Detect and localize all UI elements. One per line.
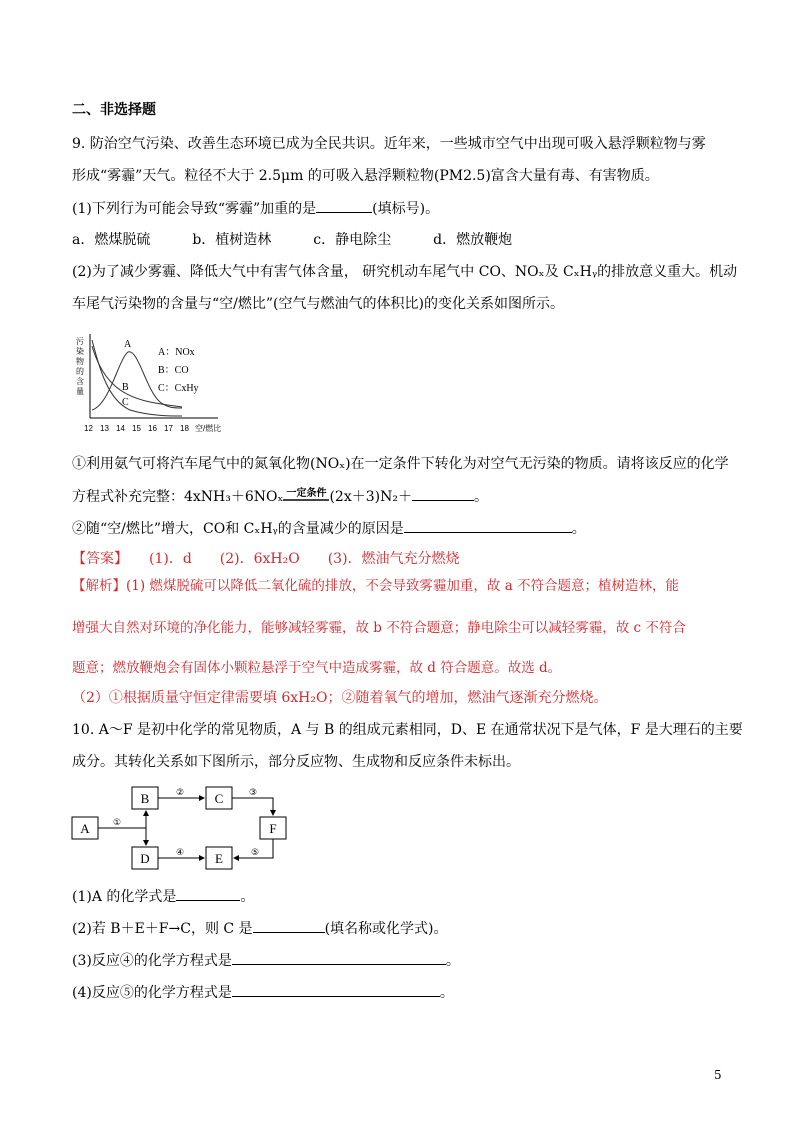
- page-number: 5: [714, 1068, 722, 1082]
- q9-analysis-line2: 增强大自然对环境的净化能力，能够减轻雾霾，故 b 不符合题意；静电除尘可以减轻雾霾，故 c 不符合: [72, 620, 686, 636]
- x-tick-15: 15: [132, 424, 141, 433]
- q10-part2-text: (2)若 B＋E＋F→C，则 C 是: [72, 921, 253, 937]
- q9-part1-blank: [316, 198, 372, 213]
- q10-part1: [72, 886, 254, 907]
- q9-analysis-line4: （2）①根据质量守恒定律需要填 6xH₂O；②随着氧气的增加，燃油气逐渐充分燃烧。: [72, 690, 608, 706]
- x-axis-unit: 空/燃比: [195, 424, 222, 433]
- q9-sub1-line2: [72, 486, 488, 507]
- q10-part1-text: (1)A 的化学式是: [72, 889, 177, 905]
- q10-part3: [72, 950, 460, 971]
- q10-part4: [72, 982, 454, 1003]
- q9-analysis-line3: 题意；燃放鞭炮会有固体小颗粒悬浮于空气中造成雾霾，故 d 符合题意。故选 d。: [72, 660, 562, 676]
- section-title: 二、非选择题: [72, 102, 156, 118]
- q9-stem-line2: 形成“雾霾”天气。粒径不大于 2.5μm 的可吸入悬浮颗粒物(PM2.5)富含大量有毒、有害物质。: [72, 168, 659, 184]
- x-tick-12: 12: [84, 424, 93, 433]
- chart-ylabel-1: 染: [76, 347, 84, 356]
- x-tick-14: 14: [116, 424, 125, 433]
- arrow-label-5: ⑤: [250, 848, 260, 858]
- arrow-3: [232, 798, 273, 815]
- q10-part1-blank: [176, 886, 240, 901]
- q10-part3-end: 。: [445, 953, 460, 969]
- x-tick-13: 13: [100, 424, 109, 433]
- box-label-a: A: [80, 821, 90, 836]
- q10-part3-blank: [232, 950, 446, 965]
- q10-part2: [72, 918, 448, 939]
- q9-analysis-line1: 【解析】(1) 燃煤脱硫可以降低二氧化硫的排放，不会导致雾霾加重，故 a 不符合题意；植树造林，能: [72, 578, 680, 594]
- x-tick-16: 16: [148, 424, 157, 433]
- q10-part4-end: 。: [439, 985, 454, 1001]
- q9-sub2-text: ②随“空/燃比”增大，CO和 CₓHᵧ的含量减少的原因是: [72, 521, 404, 537]
- q10-part4-blank: [232, 982, 440, 997]
- box-label-b: B: [140, 791, 150, 806]
- curve-label-b: B: [122, 382, 129, 393]
- q10-part2-end: (填名称或化学式)。: [324, 921, 448, 937]
- chart-ylabel-4: 含: [76, 377, 84, 386]
- arrow-label-4: ④: [175, 848, 185, 858]
- chart-ylabel-5: 量: [76, 387, 84, 396]
- q9-sub1-prefix: 方程式补充完整：4xNH₃＋6NOₓ: [72, 489, 284, 505]
- q9-sub2-blank: [404, 518, 572, 533]
- q9-part1-text: (1)下列行为可能会导致“雾霾”加重的是: [72, 201, 317, 217]
- reaction-condition: 一定条件: [283, 488, 329, 501]
- x-tick-18: 18: [180, 424, 189, 433]
- curve-label-c: C: [122, 397, 129, 408]
- q9-sub1-blank: [412, 486, 474, 501]
- q10-part2-blank: [253, 918, 325, 933]
- q10-part1-end: 。: [240, 889, 255, 905]
- arrow-label-3: ③: [248, 788, 258, 798]
- q9-options: a．燃煤脱硫 b．植树造林 c．静电除尘 d．燃放鞭炮: [72, 232, 513, 248]
- arrow-label-1: ①: [112, 818, 122, 828]
- legend-a: A：NOx: [158, 347, 195, 358]
- q10-stem-line1: 10. A～F 是初中化学的常见物质，A 与 B 的组成元素相同，D、E 在通常状况下是气体，F 是大理石的主要: [72, 722, 743, 738]
- q9-part2-line1: (2)为了减少雾霾、降低大气中有害气体含量， 研究机动车尾气中 CO、NOₓ及 CₓHᵧ的排放意义重大。机动: [72, 264, 738, 280]
- q9-part1-tail: (填标号)。: [372, 201, 440, 217]
- q9-answer: 【答案】 (1)．d (2)．6xH₂O (3)．燃油气充分燃烧: [72, 551, 460, 567]
- q9-sub1-end: 。: [473, 489, 488, 505]
- chart-ylabel-0: 污: [76, 337, 84, 346]
- legend-b: B：CO: [158, 365, 189, 376]
- x-tick-17: 17: [164, 424, 173, 433]
- chart-ylabel-2: 物: [76, 357, 84, 366]
- pollutant-chart: [70, 330, 250, 440]
- arrow-label-2: ②: [175, 788, 185, 798]
- box-label-e: E: [215, 851, 223, 866]
- q9-sub1-line1: ①利用氨气可将汽车尾气中的氮氧化物(NOₓ)在一定条件下转化为对空气无污染的物质。请将该反应的化学: [72, 456, 729, 472]
- q9-part2-line2: 车尾气污染物的含量与“空/燃比”(空气与燃油气的体积比)的变化关系如图所示。: [72, 296, 564, 312]
- q10-stem-line2: 成分。其转化关系如下图所示，部分反应物、生成物和反应条件未标出。: [72, 754, 520, 770]
- q9-sub2-end: 。: [571, 521, 586, 537]
- box-label-f: F: [269, 821, 277, 836]
- q10-part3-text: (3)反应④的化学方程式是: [72, 953, 232, 969]
- q9-part1: [72, 198, 439, 219]
- q9-stem-line1: 9. 防治空气污染、改善生态环境已成为全民共识。近年来，一些城市空气中出现可吸入悬浮颗粒物与雾: [72, 136, 706, 152]
- q10-part4-text: (4)反应⑤的化学方程式是: [72, 985, 232, 1001]
- transformation-diagram: [70, 784, 292, 870]
- q9-sub1-suffix: (2x＋3)N₂＋: [329, 489, 412, 505]
- q9-sub2: [72, 518, 586, 539]
- box-label-c: C: [214, 791, 224, 806]
- curve-label-a: A: [124, 339, 132, 350]
- legend-c: C：CxHy: [158, 383, 199, 394]
- box-label-d: D: [140, 851, 150, 866]
- chart-ylabel-3: 的: [76, 367, 84, 376]
